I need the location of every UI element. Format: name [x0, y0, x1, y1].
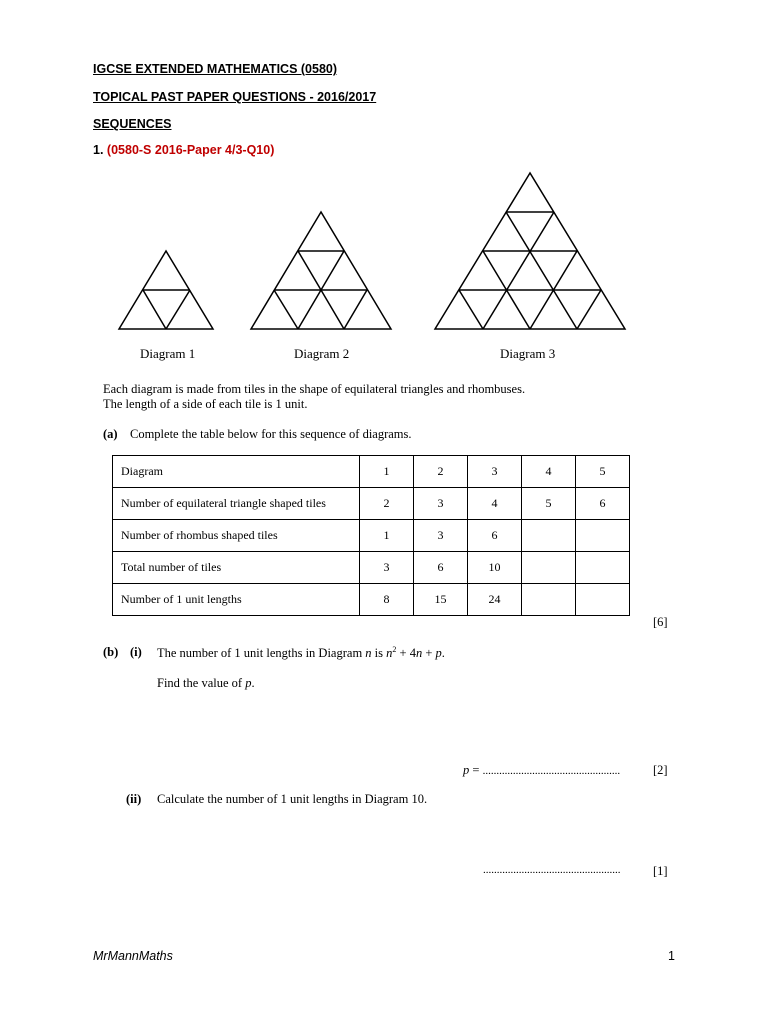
- part-b-i-find: [157, 676, 255, 691]
- doc-subtitle: TOPICAL PAST PAPER QUESTIONS - 2016/2017: [93, 90, 377, 104]
- part-b-i-marks: [2]: [653, 763, 668, 777]
- doc-title: IGCSE EXTENDED MATHEMATICS (0580): [93, 62, 338, 76]
- table-cell: 2: [360, 488, 414, 520]
- table-cell: 3: [468, 456, 522, 488]
- part-b-i-text: [157, 645, 445, 661]
- part-b-ii-marks: [1]: [653, 864, 668, 878]
- formula-period: .: [441, 646, 445, 661]
- formula-plus-4: + 4: [396, 646, 416, 661]
- table-row-label: Total number of tiles: [113, 552, 360, 584]
- answer-eq: =: [469, 763, 483, 777]
- table-row: [113, 552, 630, 584]
- intro-line-1: Each diagram is made from tiles in the shape of equilateral triangles and rhombuses.: [103, 382, 526, 396]
- answer-p-label: p: [463, 763, 470, 777]
- table-row-label: Number of 1 unit lengths: [113, 584, 360, 616]
- table-cell[interactable]: [522, 552, 576, 584]
- diagram-1-figure: [119, 251, 213, 329]
- part-b-label: (b): [103, 645, 119, 659]
- table-cell: 8: [360, 584, 414, 616]
- table-cell: 3: [414, 488, 468, 520]
- find-var-p: p: [245, 676, 252, 690]
- part-a-marks: [6]: [653, 615, 668, 629]
- table-cell[interactable]: [522, 520, 576, 552]
- formula-n2: n: [415, 646, 423, 661]
- answer-dots: ..................................................: [482, 765, 621, 777]
- diagram-2-caption: Diagram 2: [294, 346, 350, 361]
- formula-exponent: 2: [392, 645, 397, 654]
- table-row-label: Number of equilateral triangle shaped tiles: [113, 488, 360, 520]
- part-b-ii-text: Calculate the number of 1 unit lengths in Diagram 10.: [157, 792, 428, 806]
- answer-line-ii[interactable]: ..................................................: [483, 864, 621, 876]
- part-b-i-text-pre: The number of 1 unit lengths in Diagram: [157, 646, 363, 661]
- table-row: [113, 520, 630, 552]
- question-number: 1.: [93, 143, 104, 157]
- formula-plus: +: [422, 646, 436, 661]
- diagram-2-figure: [251, 212, 391, 329]
- find-text: Find the value of: [157, 676, 243, 690]
- table-row: [113, 456, 630, 488]
- table-cell: 2: [414, 456, 468, 488]
- diagram-3-caption: Diagram 3: [500, 346, 556, 361]
- part-a-text: Complete the table below for this sequence of diagrams.: [130, 427, 412, 441]
- page-number: 1: [668, 949, 675, 963]
- table-row: [113, 584, 630, 616]
- table-cell: 1: [360, 520, 414, 552]
- table-row-label: Number of rhombus shaped tiles: [113, 520, 360, 552]
- table-cell: 6: [576, 488, 630, 520]
- table-cell[interactable]: [576, 584, 630, 616]
- table-cell: 15: [414, 584, 468, 616]
- table-cell: 5: [522, 488, 576, 520]
- part-b-i-label: (i): [130, 645, 142, 659]
- table-cell: 6: [414, 552, 468, 584]
- table-row-label: Diagram: [113, 456, 360, 488]
- intro-line-2: The length of a side of each tile is 1 unit.: [103, 397, 308, 411]
- table-cell[interactable]: [522, 584, 576, 616]
- table-cell: 24: [468, 584, 522, 616]
- formula-n: n: [386, 646, 393, 661]
- table-cell: 3: [414, 520, 468, 552]
- table-cell[interactable]: [576, 552, 630, 584]
- table-cell: 10: [468, 552, 522, 584]
- footer-author: MrMannMaths: [93, 949, 173, 963]
- triangle-diagrams: [0, 0, 768, 380]
- table-cell: 3: [360, 552, 414, 584]
- question-reference: (0580-S 2016-Paper 4/3-Q10): [106, 143, 275, 157]
- table-cell[interactable]: [576, 520, 630, 552]
- sequence-table: [112, 455, 630, 616]
- answer-line-p[interactable]: [463, 763, 620, 778]
- part-a-label: (a): [103, 427, 118, 441]
- find-period: .: [251, 676, 255, 690]
- var-n: n: [365, 646, 372, 661]
- table-cell: 4: [468, 488, 522, 520]
- formula-p: p: [435, 646, 442, 661]
- part-b-i-text-is: is: [374, 646, 384, 661]
- topic-heading: SEQUENCES: [93, 117, 172, 131]
- table-cell: 5: [576, 456, 630, 488]
- formula: [386, 646, 445, 660]
- table-cell: 4: [522, 456, 576, 488]
- diagram-3-figure: [435, 173, 625, 329]
- table-cell: 6: [468, 520, 522, 552]
- part-b-ii-label: (ii): [126, 792, 142, 806]
- table-row: [113, 488, 630, 520]
- table-cell: 1: [360, 456, 414, 488]
- diagram-1-caption: Diagram 1: [140, 346, 196, 361]
